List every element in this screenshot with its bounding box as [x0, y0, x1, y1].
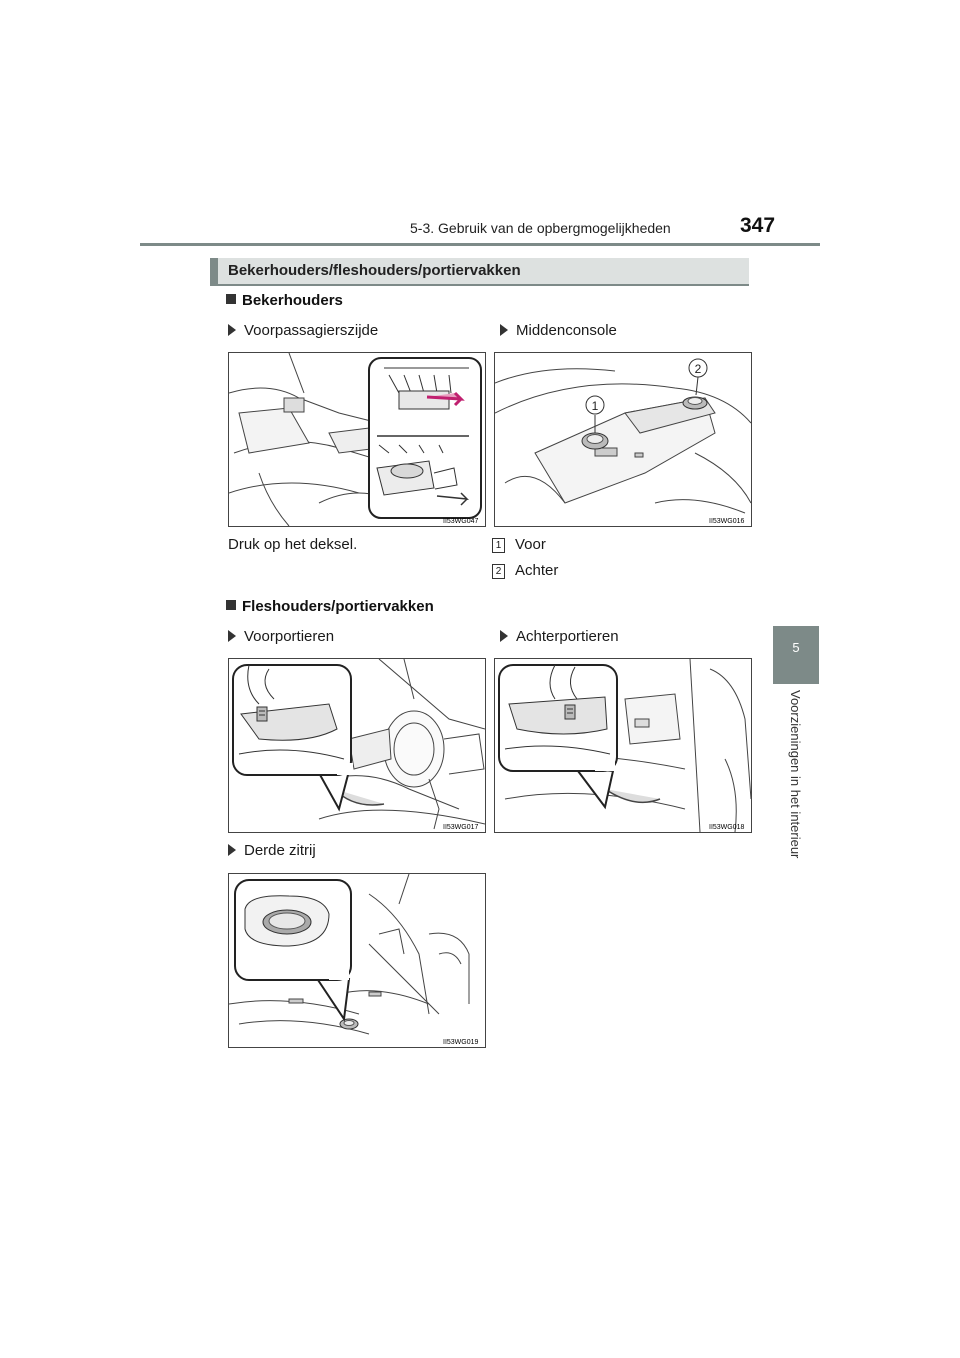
label-front-passenger-text: Voorpassagierszijde: [244, 322, 379, 339]
square-bullet-icon: [226, 294, 236, 304]
figure-front-passenger-cupholder: [228, 352, 486, 527]
figure-front-doors: [228, 658, 486, 833]
item-front: [492, 536, 546, 553]
subheading-cupholders-text: Bekerhouders: [242, 292, 343, 309]
figure-code-front-doors: II53WG017: [443, 824, 479, 831]
label-rear-doors-text: Achterportieren: [516, 628, 619, 645]
section-bar-accent: [210, 258, 218, 286]
figure-center-console: [494, 352, 752, 527]
caption-press-lid: Druk op het deksel.: [228, 536, 358, 553]
triangle-bullet-icon: [500, 630, 508, 642]
chapter-tab: [773, 626, 819, 684]
item-rear-text: Achter: [515, 562, 559, 579]
triangle-bullet-icon: [228, 844, 236, 856]
figure-code-front-passenger: II53WG047: [443, 518, 479, 525]
figure-code-third-row: II53WG019: [443, 1039, 479, 1046]
label-third-row-text: Derde zitrij: [244, 842, 316, 859]
chapter-number: 5: [792, 640, 800, 655]
figure-code-rear-doors: II53WG018: [709, 824, 745, 831]
figure-third-row: [228, 873, 486, 1048]
callout-2: 2: [694, 362, 702, 376]
label-front-passenger: [228, 322, 378, 339]
triangle-bullet-icon: [228, 324, 236, 336]
item-rear: [492, 562, 558, 579]
section-title: Bekerhouders/fleshouders/portiervakken: [228, 262, 521, 279]
square-bullet-icon: [226, 600, 236, 610]
label-center-console: [500, 322, 617, 339]
label-center-console-text: Middenconsole: [516, 322, 617, 339]
figure-rear-doors: [494, 658, 752, 833]
label-front-doors-text: Voorportieren: [244, 628, 335, 645]
header-section-title: 5-3. Gebruik van de opbergmogelijkheden: [410, 220, 671, 236]
label-third-row: [228, 842, 316, 859]
subheading-bottle-holders: [226, 598, 434, 615]
triangle-bullet-icon: [228, 630, 236, 642]
label-front-doors: [228, 628, 334, 645]
page-number: 347: [740, 214, 776, 237]
header-rule: [140, 243, 820, 246]
item-number-box: 2: [492, 564, 505, 579]
chapter-label: Voorzieningen in het interieur: [788, 690, 803, 859]
item-front-text: Voor: [515, 536, 546, 553]
label-rear-doors: [500, 628, 619, 645]
item-number-box: 1: [492, 538, 505, 553]
subheading-cupholders: [226, 292, 343, 309]
subheading-bottle-holders-text: Fleshouders/portiervakken: [242, 598, 434, 615]
triangle-bullet-icon: [500, 324, 508, 336]
callout-1: 1: [591, 399, 599, 413]
figure-code-center-console: II53WG016: [709, 518, 745, 525]
